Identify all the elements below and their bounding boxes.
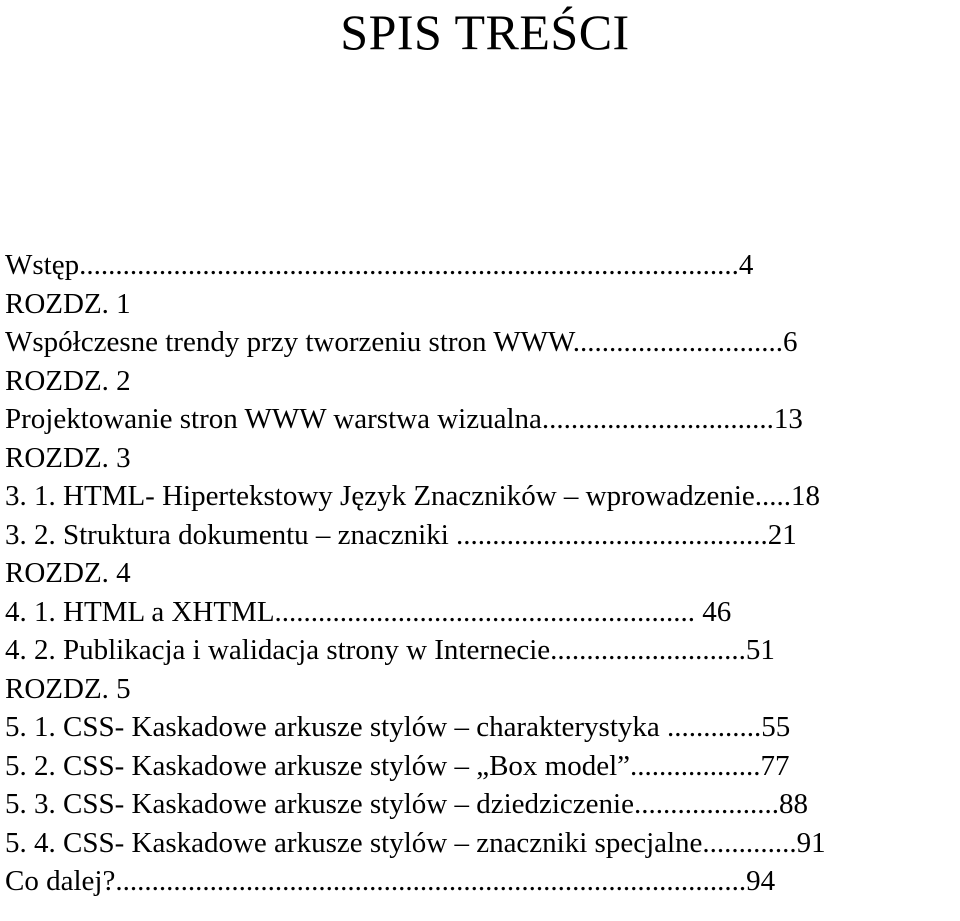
toc-entry-trendy: Współczesne trendy przy tworzeniu stron WWW.............................6 (5, 326, 798, 358)
chapter-heading-5: ROZDZ. 5 (5, 672, 131, 705)
toc-entry-wstep: Wstęp...........................................................................................4 (5, 249, 754, 281)
toc-entry-5-4: 5. 4. CSS- Kaskadowe arkusze stylów – znaczniki specjalne.............91 (5, 826, 826, 859)
toc-entry-4-2: 4. 2. Publikacja i walidacja strony w Internecie...........................51 (5, 634, 775, 666)
chapter-heading-2: ROZDZ. 2 (5, 364, 131, 397)
page-title: SPIS TREŚCI (340, 4, 630, 60)
toc-entry-4-1: 4. 1. HTML a XHTML.......................................................... 46 (5, 595, 732, 628)
toc-entry-3-1: 3. 1. HTML- Hipertekstowy Język Znaczników – wprowadzenie.....18 (5, 480, 821, 512)
chapter-heading-4: ROZDZ. 4 (5, 557, 131, 589)
chapter-heading-3: ROZDZ. 3 (5, 441, 131, 474)
table-of-contents (5, 246, 953, 901)
toc-entry-projektowanie: Projektowanie stron WWW warstwa wizualna................................13 (5, 403, 803, 435)
toc-entry-3-2: 3. 2. Struktura dokumentu – znaczniki ...........................................21 (5, 518, 797, 551)
toc-entry-co-dalej: Co dalej?.......................................................................................94 (5, 865, 776, 897)
chapter-heading-1: ROZDZ. 1 (5, 287, 131, 320)
toc-entry-5-1: 5. 1. CSS- Kaskadowe arkusze stylów – charakterystyka .............55 (5, 711, 791, 743)
toc-entry-5-3: 5. 3. CSS- Kaskadowe arkusze stylów – dziedziczenie....................88 (5, 788, 808, 820)
toc-entry-5-2: 5. 2. CSS- Kaskadowe arkusze stylów – „Box model”..................77 (5, 749, 790, 782)
